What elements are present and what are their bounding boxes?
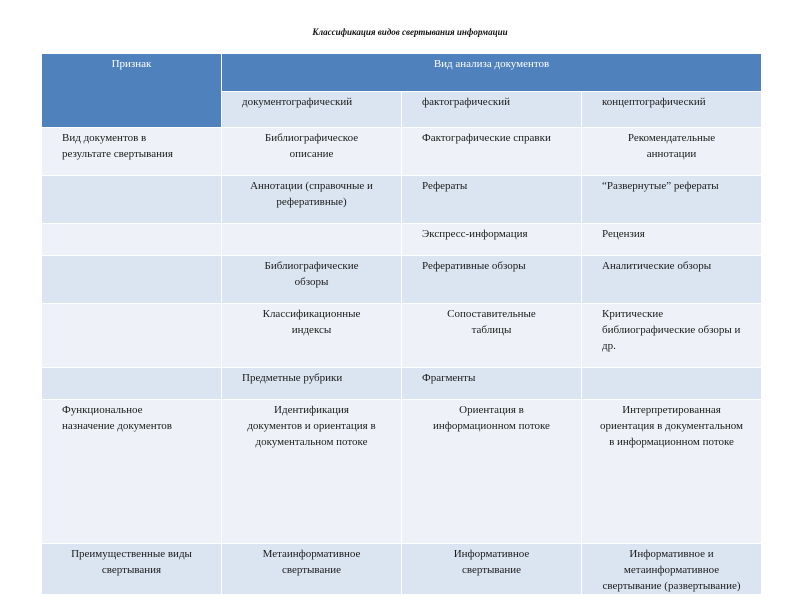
table-cell: Реферативные обзоры xyxy=(402,256,582,304)
row-label xyxy=(42,304,222,368)
table-cell xyxy=(222,224,402,256)
row-label xyxy=(42,176,222,224)
subheader-conceptographic: концептографический xyxy=(582,92,762,128)
table-row xyxy=(42,128,762,176)
table-cell: Идентификация документов и ориентация в документальном потоке xyxy=(222,400,402,544)
row-label xyxy=(42,224,222,256)
classification-table xyxy=(41,53,762,595)
table-cell: Сопоставительные таблицы xyxy=(402,304,582,368)
header-row xyxy=(42,54,762,92)
row-label: Преимущественные виды свертывания xyxy=(42,544,222,595)
header-analysis-type: Вид анализа документов xyxy=(222,54,762,92)
row-label: Вид документов в результате свертывания xyxy=(42,128,222,176)
table-cell: “Развернутые” рефераты xyxy=(582,176,762,224)
row-label xyxy=(42,256,222,304)
table-cell xyxy=(582,368,762,400)
table-row xyxy=(42,256,762,304)
table-cell: Интерпретированная ориентация в документальном в информационном потоке xyxy=(582,400,762,544)
table-cell: Классификационные индексы xyxy=(222,304,402,368)
table-cell: Рекомендательные аннотации xyxy=(582,128,762,176)
header-feature: Признак xyxy=(42,54,222,128)
table-cell: Информативное свертывание xyxy=(402,544,582,595)
document-title: Классификация видов свертывания информации xyxy=(312,27,508,37)
table-cell: Экспресс-информация xyxy=(402,224,582,256)
table-cell: Информативное и метаинформативное свертывание (развертывание) xyxy=(582,544,762,595)
table-cell: Ориентация в информационном потоке xyxy=(402,400,582,544)
table-cell: Фактографические справки xyxy=(402,128,582,176)
subheader-factographic: фактографический xyxy=(402,92,582,128)
table-cell: Метаинформативное свертывание xyxy=(222,544,402,595)
table-cell: Библиографическое описание xyxy=(222,128,402,176)
table-cell: Фрагменты xyxy=(402,368,582,400)
table-cell: Предметные рубрики xyxy=(222,368,402,400)
row-label xyxy=(42,368,222,400)
table-row xyxy=(42,544,762,595)
table-cell: Рецензия xyxy=(582,224,762,256)
table-row xyxy=(42,400,762,544)
table-row xyxy=(42,368,762,400)
row-label: Функциональное назначение документов xyxy=(42,400,222,544)
table-cell: Критические библиографические обзоры и др. xyxy=(582,304,762,368)
table-cell: Аналитические обзоры xyxy=(582,256,762,304)
table-row xyxy=(42,304,762,368)
subheader-documentographic: документографический xyxy=(222,92,402,128)
table-row xyxy=(42,224,762,256)
table-cell: Аннотации (справочные и реферативные) xyxy=(222,176,402,224)
table-row xyxy=(42,176,762,224)
table-cell: Рефераты xyxy=(402,176,582,224)
table-cell: Библиографические обзоры xyxy=(222,256,402,304)
